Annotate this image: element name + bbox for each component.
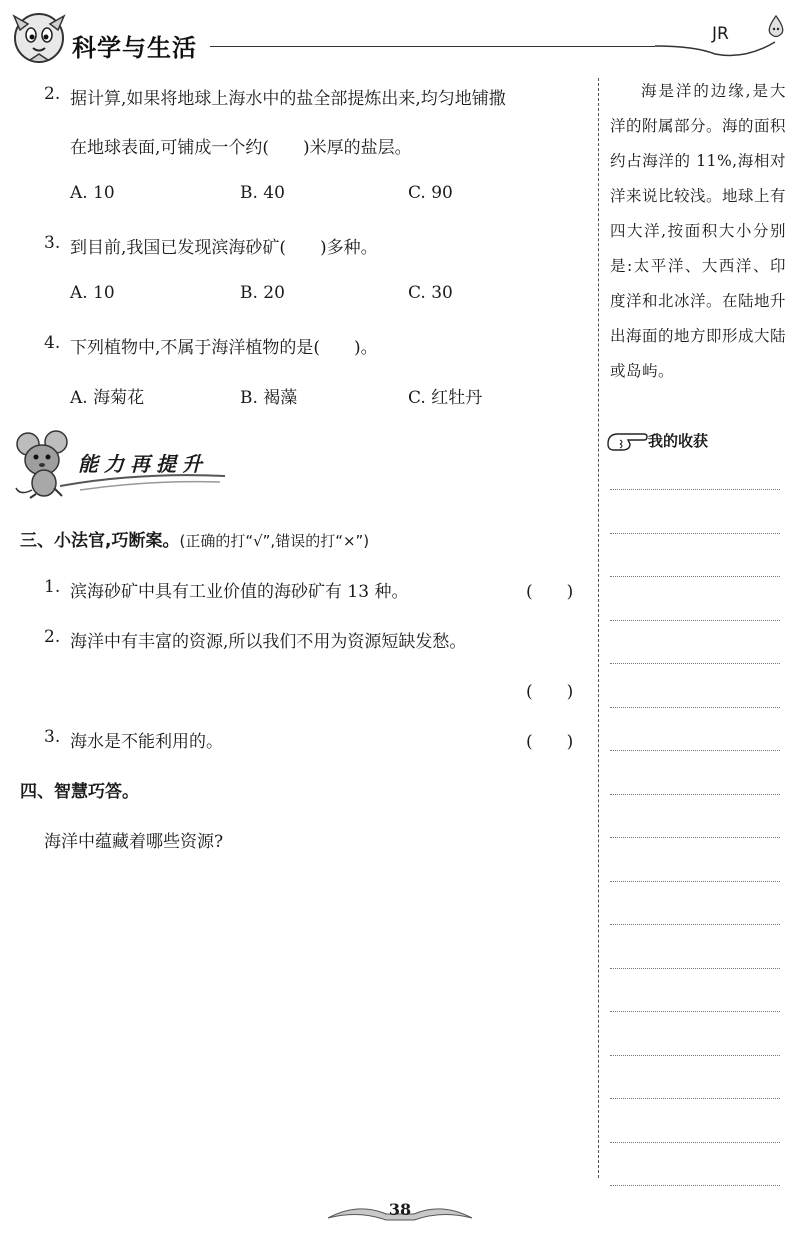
harvest-line-9[interactable] [610, 837, 780, 838]
harvest-line-5[interactable] [610, 663, 780, 664]
header-title: 科学与生活 [72, 34, 197, 62]
header-drop-icon [765, 14, 787, 40]
question-2-number: 2. [44, 84, 61, 104]
judge-2-text: 海洋中有丰富的资源,所以我们不用为资源短缺发愁。 [70, 632, 467, 652]
header-rule [210, 46, 655, 47]
header-tag: JR [712, 24, 729, 44]
question-4-number: 4. [44, 333, 61, 353]
harvest-line-14[interactable] [610, 1055, 780, 1056]
judge-1-number: 1. [44, 577, 61, 597]
section-4-answer-area[interactable] [44, 860, 584, 1160]
question-3-line1: 到目前,我国已发现滨海砂矿( )多种。 [70, 238, 378, 258]
pointing-hand-icon [606, 428, 648, 454]
my-harvest-title: 我的收获 [648, 432, 709, 450]
question-3-option-b[interactable]: B. 20 [240, 283, 285, 303]
banner-title: 能力再提升 [78, 452, 208, 476]
harvest-line-2[interactable] [610, 533, 780, 534]
harvest-line-3[interactable] [610, 576, 780, 577]
question-4-option-b[interactable]: B. 褐藻 [240, 388, 298, 408]
harvest-line-7[interactable] [610, 750, 780, 751]
harvest-line-1[interactable] [610, 489, 780, 490]
column-divider [598, 78, 599, 1178]
judge-2-number: 2. [44, 627, 61, 647]
question-2-option-c[interactable]: C. 90 [408, 183, 453, 203]
question-4-line1: 下列植物中,不属于海洋植物的是( )。 [70, 338, 378, 358]
harvest-line-12[interactable] [610, 968, 780, 969]
header-mascot-icon [10, 8, 68, 66]
question-3-number: 3. [44, 233, 61, 253]
section-4-title: 四、智慧巧答。 [20, 782, 139, 802]
harvest-line-8[interactable] [610, 794, 780, 795]
judge-2-answer[interactable]: ( ) [526, 682, 574, 702]
question-4-option-c[interactable]: C. 红牡丹 [408, 388, 483, 408]
question-4-option-a[interactable]: A. 海菊花 [70, 388, 145, 408]
question-2-option-b[interactable]: B. 40 [240, 183, 285, 203]
question-3-option-c[interactable]: C. 30 [408, 283, 453, 303]
section-3-note: (正确的打“√”,错误的打“×”) [179, 532, 370, 550]
section-3-title: 三、小法官,巧断案。 [20, 531, 180, 551]
harvest-line-6[interactable] [610, 707, 780, 708]
question-2-option-a[interactable]: A. 10 [70, 183, 115, 203]
sidebar-note: 海是洋的边缘,是大洋的附属部分。海的面积约占海洋的 11%,海相对洋来说比较浅。地球上有四大洋,按面积大小分别是:太平洋、大西洋、印度洋和北冰洋。在陆地升出海面的地方即形成大陆或岛屿。 [610, 82, 787, 380]
harvest-line-16[interactable] [610, 1142, 780, 1143]
judge-3-answer[interactable]: ( ) [526, 732, 574, 752]
harvest-line-4[interactable] [610, 620, 780, 621]
harvest-line-17[interactable] [610, 1185, 780, 1186]
judge-1-answer[interactable]: ( ) [526, 582, 574, 602]
harvest-line-13[interactable] [610, 1011, 780, 1012]
page-number: 38 [388, 1200, 412, 1219]
judge-3-number: 3. [44, 727, 61, 747]
section-4-question: 海洋中蕴藏着哪些资源? [44, 832, 224, 852]
question-2-line1: 据计算,如果将地球上海水中的盐全部提炼出来,均匀地铺撒 [70, 89, 506, 109]
harvest-line-15[interactable] [610, 1098, 780, 1099]
question-3-option-a[interactable]: A. 10 [70, 283, 115, 303]
question-2-line2: 在地球表面,可铺成一个约( )米厚的盐层。 [70, 138, 412, 158]
judge-1-text: 滨海砂矿中具有工业价值的海砂矿有 13 种。 [70, 582, 409, 602]
section-3-heading [20, 526, 369, 551]
harvest-line-10[interactable] [610, 881, 780, 882]
judge-3-text: 海水是不能利用的。 [70, 732, 223, 752]
harvest-line-11[interactable] [610, 924, 780, 925]
